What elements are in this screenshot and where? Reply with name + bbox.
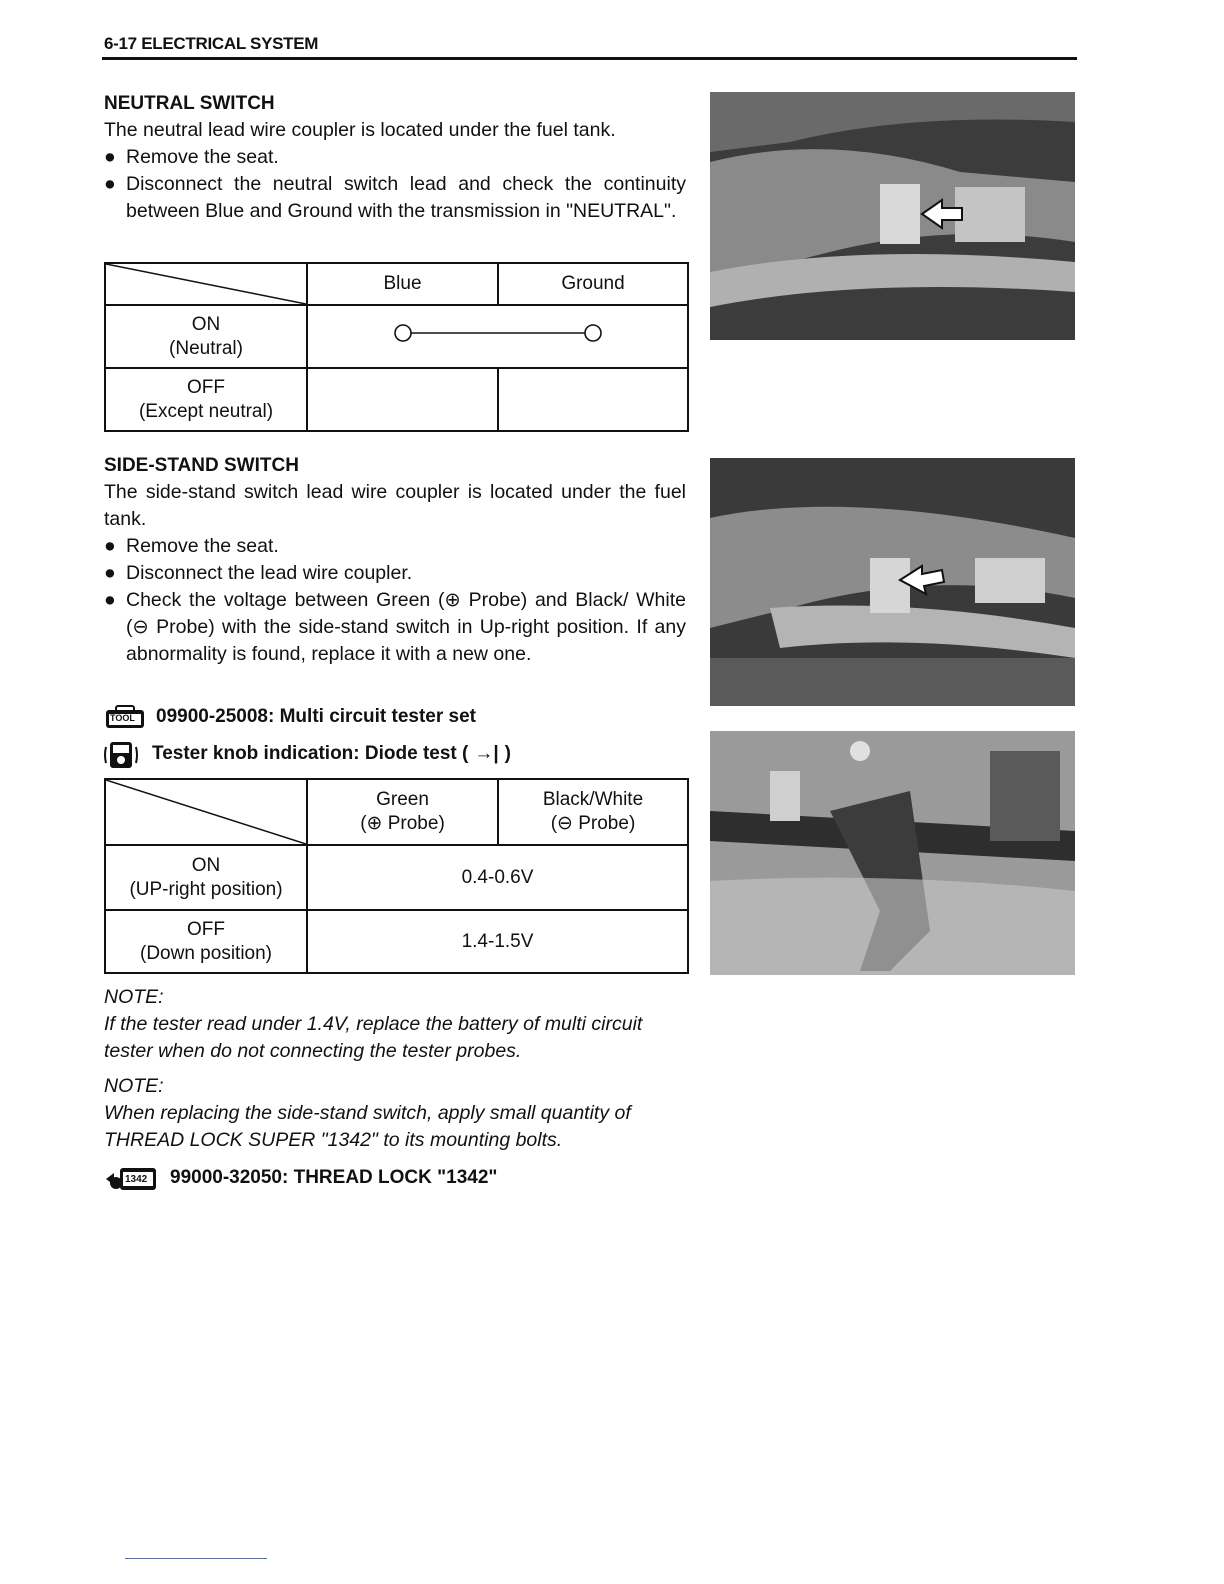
page-header: 6-17 ELECTRICAL SYSTEM	[104, 34, 319, 53]
voltage-value: 1.4-1.5V	[307, 910, 688, 973]
tool-reference	[104, 704, 476, 730]
side-stand-switch-section	[104, 452, 686, 668]
side-stand-intro: The side-stand switch lead wire coupler is located under the fuel tank.	[104, 481, 686, 530]
neutral-coupler-photo	[710, 92, 1075, 340]
table-corner-cell	[105, 779, 307, 845]
tool-icon: TOOL	[104, 704, 146, 730]
thread-lock-icon: 1342	[104, 1165, 160, 1191]
diode-icon: →|	[474, 743, 499, 764]
note-thread-lock: NOTE: When replacing the side-stand switch, apply small quantity of THREAD LOCK SUPER "1342" to its mounting bolts.	[104, 1075, 631, 1151]
side-stand-coupler-photo	[710, 458, 1075, 706]
bullet-icon: ●	[104, 562, 116, 584]
voltage-value: 0.4-0.6V	[307, 845, 688, 910]
bullet-icon: ●	[104, 589, 116, 611]
neutral-switch-title: NEUTRAL SWITCH	[104, 93, 275, 114]
bullet-icon: ●	[104, 535, 116, 557]
table-cell	[307, 368, 498, 431]
side-stand-title: SIDE-STAND SWITCH	[104, 455, 299, 476]
table-cell	[498, 368, 688, 431]
row-label: OFF (Down position)	[105, 910, 307, 973]
list-item: ● Check the voltage between Green (⊕ Probe) and Black/ White (⊖ Probe) with the side-stand switch in Up-right position. If any abnormality is found, replace it with a new one.	[104, 587, 686, 668]
list-item: ● Disconnect the neutral switch lead and check the continuity between Blue and Ground with the transmission in "NEUTRAL".	[104, 171, 686, 225]
multimeter-icon	[104, 741, 142, 767]
table-row	[105, 368, 688, 431]
neutral-switch-section	[104, 90, 686, 225]
table-corner-cell	[105, 263, 307, 305]
row-label: OFF (Except neutral)	[105, 368, 307, 431]
side-stand-voltage-table	[104, 778, 689, 974]
continuity-indicator	[307, 305, 688, 368]
column-header-green: Green (⊕ Probe)	[307, 779, 498, 845]
side-stand-switch-photo	[710, 731, 1075, 975]
tester-knob-text: Tester knob indication: Diode test (	[152, 743, 469, 764]
column-header-blue: Blue	[307, 263, 498, 305]
neutral-intro: The neutral lead wire coupler is located under the fuel tank.	[104, 119, 616, 141]
column-header-black-white: Black/White (⊖ Probe)	[498, 779, 688, 845]
neutral-continuity-table	[104, 262, 689, 432]
table-row	[105, 910, 688, 973]
row-label: ON (UP-right position)	[105, 845, 307, 910]
continuity-line-icon	[309, 313, 687, 353]
tool-text: 09900-25008: Multi circuit tester set	[156, 706, 476, 727]
bullet-icon: ●	[104, 146, 116, 168]
note-battery: NOTE: If the tester read under 1.4V, replace the battery of multi circuit tester when do not connecting the tester probes.	[104, 986, 643, 1062]
table-row	[105, 305, 688, 368]
list-item: ● Remove the seat.	[104, 533, 686, 560]
list-item: ● Disconnect the lead wire coupler.	[104, 560, 686, 587]
bullet-icon: ●	[104, 173, 116, 195]
table-row	[105, 845, 688, 910]
thread-lock-reference	[104, 1165, 497, 1191]
list-item: ● Remove the seat.	[104, 144, 686, 171]
tester-knob-reference: Tester knob indication: Diode test ( →| )	[104, 741, 511, 767]
column-header-ground: Ground	[498, 263, 688, 305]
footer-rule	[125, 1558, 267, 1559]
row-label: ON (Neutral)	[105, 305, 307, 368]
header-rule	[102, 57, 1077, 60]
thread-lock-text: 99000-32050: THREAD LOCK "1342"	[170, 1167, 498, 1188]
